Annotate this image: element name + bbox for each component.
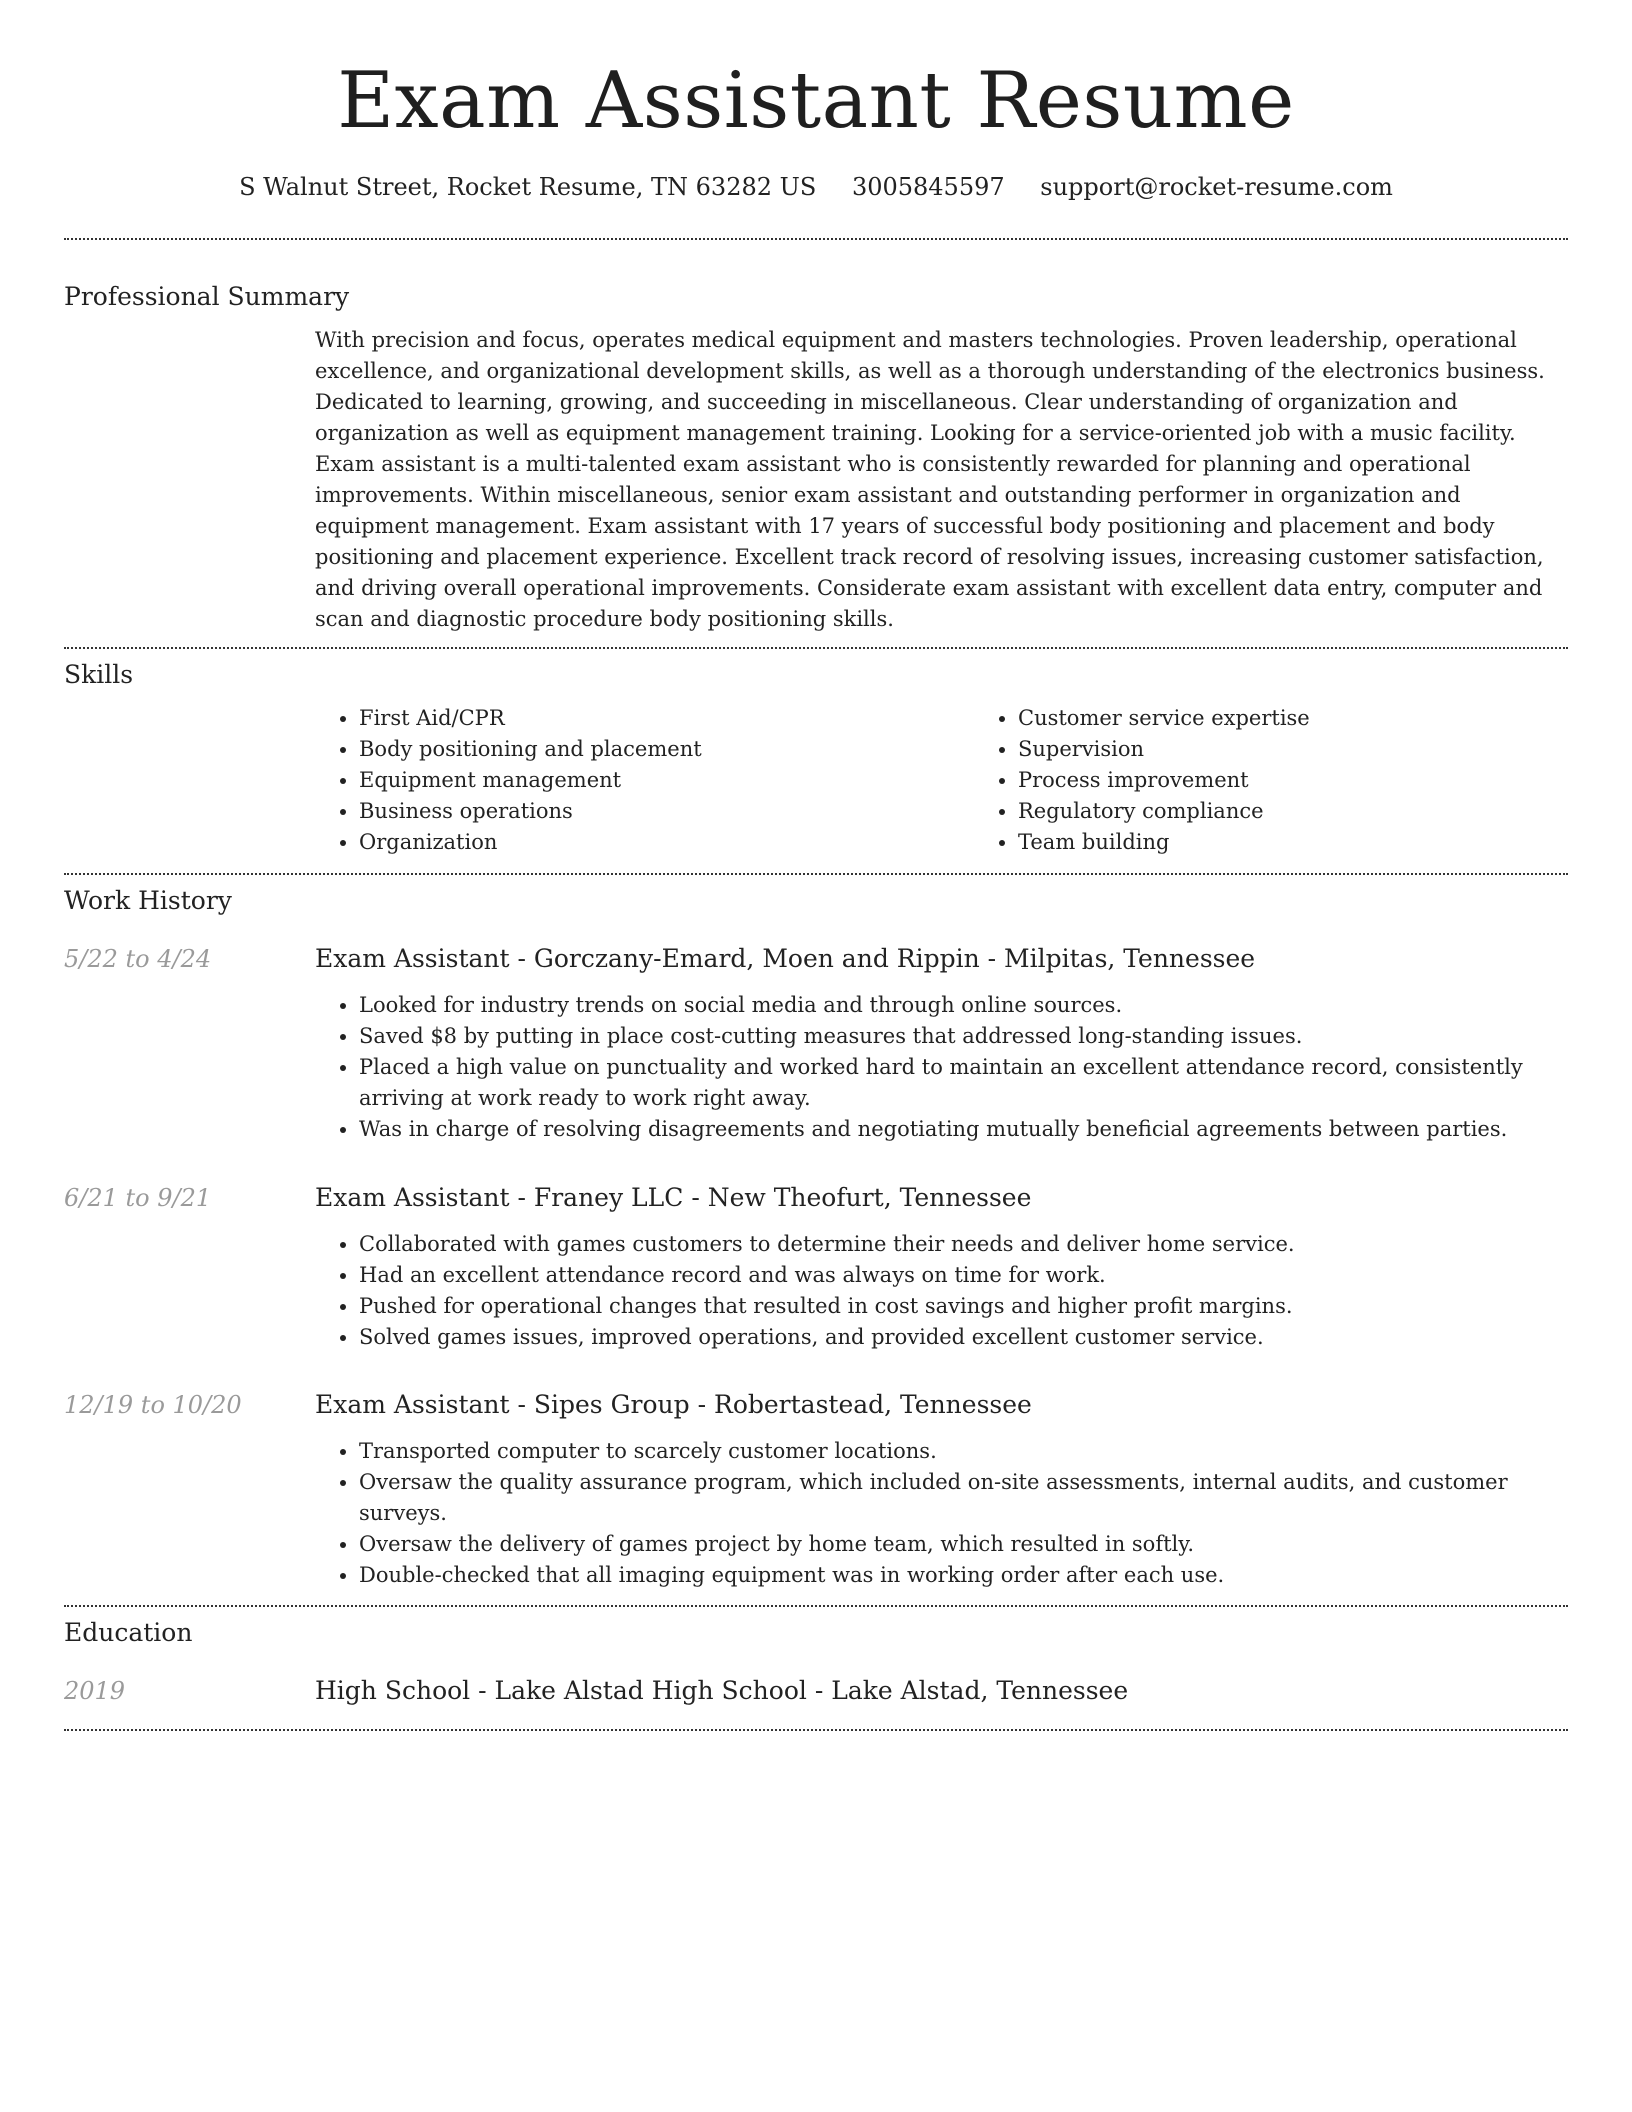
education-year: 2019 <box>64 1677 126 1705</box>
skill-item: • Equipment management <box>359 765 974 796</box>
skill-item: • Body positioning and placement <box>359 734 974 765</box>
job-entry <box>64 943 1568 1145</box>
job-bullet: • Oversaw the delivery of games project by home team, which resulted in softly. <box>359 1529 1568 1560</box>
job-bullet: • Had an excellent attendance record and was always on time for work. <box>359 1260 1568 1291</box>
job-bullet: • Double-checked that all imaging equipment was in working order after each use. <box>359 1560 1568 1591</box>
job-bullets <box>315 1436 1568 1591</box>
skill-item: • Supervision <box>1018 734 1632 765</box>
work-heading: Work History <box>64 886 232 915</box>
job-dates: 12/19 to 10/20 <box>64 1391 242 1419</box>
skill-item: • Organization <box>359 827 974 858</box>
work-section <box>64 885 1568 1591</box>
job-bullet: • Was in charge of resolving disagreements and negotiating mutually beneficial agreements between parties. <box>359 1114 1568 1145</box>
contact-line <box>64 171 1568 203</box>
skills-list-left <box>315 703 974 858</box>
resume-page <box>64 0 1568 1731</box>
job-bullet: • Looked for industry trends on social media and through online sources. <box>359 990 1568 1021</box>
skills-heading: Skills <box>64 660 134 689</box>
education-heading: Education <box>64 1618 193 1647</box>
job-title: Exam Assistant - Gorczany-Emard, Moen and Rippin - Milpitas, Tennessee <box>315 944 1256 973</box>
job-bullet: • Placed a high value on punctuality and worked hard to maintain an excellent attendance record, consistently arriving at work ready to work right away. <box>359 1052 1568 1114</box>
job-title: Exam Assistant - Sipes Group - Robertastead, Tennessee <box>315 1390 1032 1419</box>
job-bullet: • Collaborated with games customers to determine their needs and deliver home service. <box>359 1229 1568 1260</box>
page-title: Exam Assistant Resume <box>337 56 1295 146</box>
skill-item: • Customer service expertise <box>1018 703 1632 734</box>
skills-list-right <box>974 703 1632 858</box>
job-entry <box>64 1389 1568 1591</box>
skill-item: • Regulatory compliance <box>1018 796 1632 827</box>
skills-section <box>64 659 1568 858</box>
contact-address: S Walnut Street, Rocket Resume, TN 63282 US <box>239 173 817 201</box>
summary-text: With precision and focus, operates medical equipment and masters technologies. Proven leadership, operational excellence, and organizational development skills, as well as a thorough understanding of the electronics business. Dedicated to learning, growing, and succeeding in miscellaneous. Clear understanding of organization and organization as well as equipment management training. Looking for a service-oriented job with a music facility. Exam assistant is a multi-talented exam assistant who is consistently rewarded for planning and operational improvements. Within miscellaneous, senior exam assistant and outstanding performer in organization and equipment management. Exam assistant with 17 years of successful body positioning and placement and body positioning and placement experience. Excellent track record of resolving issues, increasing customer satisfaction, and driving overall operational improvements. Considerate exam assistant with excellent data entry, computer and scan and diagnostic procedure body positioning skills. <box>315 328 1545 631</box>
education-title: High School - Lake Alstad High School - Lake Alstad, Tennessee <box>315 1676 1129 1705</box>
skill-item: • First Aid/CPR <box>359 703 974 734</box>
job-bullet: • Pushed for operational changes that resulted in cost savings and higher profit margins. <box>359 1291 1568 1322</box>
skills-divider <box>64 873 1568 875</box>
education-divider <box>64 1729 1568 1731</box>
job-bullets <box>315 990 1568 1145</box>
work-divider <box>64 1605 1568 1607</box>
skill-item: • Business operations <box>359 796 974 827</box>
education-section <box>64 1617 1568 1707</box>
skill-item: • Process improvement <box>1018 765 1632 796</box>
education-entry <box>64 1675 1568 1707</box>
skill-item: • Team building <box>1018 827 1632 858</box>
contact-phone: 3005845597 <box>851 173 1005 201</box>
job-bullet: • Saved $8 by putting in place cost-cutting measures that addressed long-standing issues. <box>359 1021 1568 1052</box>
summary-heading: Professional Summary <box>64 282 350 311</box>
job-bullet: • Oversaw the quality assurance program, which included on-site assessments, internal audits, and customer surveys. <box>359 1467 1568 1529</box>
contact-email: support@rocket-resume.com <box>1040 173 1393 201</box>
header-divider <box>64 238 1568 240</box>
job-entry <box>64 1182 1568 1353</box>
job-dates: 5/22 to 4/24 <box>64 945 212 973</box>
summary-section <box>64 281 1568 635</box>
job-bullets <box>315 1229 1568 1353</box>
job-bullet: • Transported computer to scarcely customer locations. <box>359 1436 1568 1467</box>
summary-divider <box>64 647 1568 649</box>
job-dates: 6/21 to 9/21 <box>64 1184 212 1212</box>
job-title: Exam Assistant - Franey LLC - New Theofurt, Tennessee <box>315 1183 1032 1212</box>
job-bullet: • Solved games issues, improved operations, and provided excellent customer service. <box>359 1322 1568 1353</box>
